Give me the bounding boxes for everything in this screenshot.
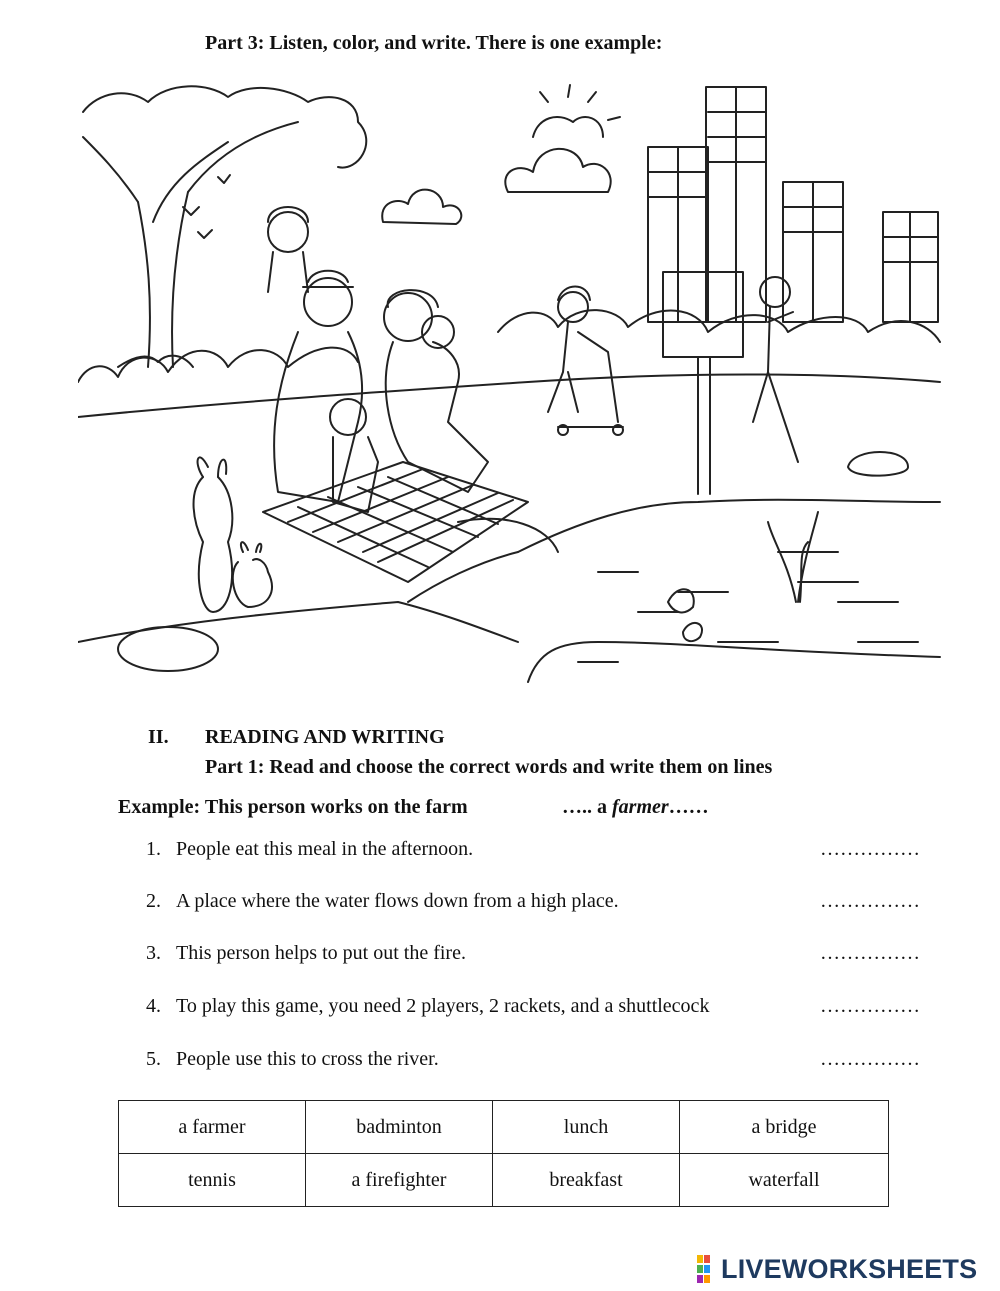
word-cell: a firefighter xyxy=(306,1154,493,1207)
answer-blank-5[interactable]: …………… xyxy=(820,1048,920,1070)
word-cell: a bridge xyxy=(680,1101,889,1154)
part3-title: Part 3: Listen, color, and write. There is one example: xyxy=(205,32,663,54)
leaves-drawing xyxy=(668,589,702,641)
table-row xyxy=(119,1101,889,1154)
sun-drawing xyxy=(533,85,620,137)
question-text: This person helps to put out the fire. xyxy=(176,942,466,964)
family-drawing xyxy=(268,207,488,512)
reeds-drawing xyxy=(768,512,818,602)
word-cell: a farmer xyxy=(119,1101,306,1154)
park-scene-illustration xyxy=(78,82,943,687)
answer-blank-4[interactable]: …………… xyxy=(820,995,920,1017)
question-5 xyxy=(146,1048,439,1071)
question-number: 1. xyxy=(146,838,161,860)
word-cell: lunch xyxy=(493,1101,680,1154)
example-answer xyxy=(562,796,709,819)
rabbits-drawing xyxy=(194,457,272,612)
logo-blocks-icon xyxy=(697,1255,721,1283)
question-text: A place where the water flows down from a high place. xyxy=(176,890,619,912)
answer-blank-1[interactable]: …………… xyxy=(820,838,920,860)
table-row xyxy=(119,1154,889,1207)
answer-blank-2[interactable]: …………… xyxy=(820,890,920,912)
question-text: People eat this meal in the afternoon. xyxy=(176,838,474,860)
part1-title: Part 1: Read and choose the correct words and write them on lines xyxy=(205,756,773,778)
river-drawing xyxy=(518,500,940,682)
example-answer-suffix: …… xyxy=(668,796,709,818)
liveworksheets-logo xyxy=(697,1254,977,1284)
logo-text: LIVEWORKSHEETS xyxy=(721,1253,978,1284)
children-playing-drawing xyxy=(548,277,798,462)
buildings-drawing xyxy=(648,87,938,322)
picnic-blanket-drawing xyxy=(263,462,528,582)
example-answer-word: farmer xyxy=(612,796,669,818)
word-cell: waterfall xyxy=(680,1154,889,1207)
question-2 xyxy=(146,890,619,913)
question-number: 5. xyxy=(146,1048,161,1070)
rock-drawing xyxy=(118,627,218,671)
cloud-drawing xyxy=(382,149,610,224)
question-number: 4. xyxy=(146,995,161,1017)
question-1 xyxy=(146,838,473,861)
answer-blank-3[interactable]: …………… xyxy=(820,942,920,964)
question-3 xyxy=(146,942,466,965)
word-cell: tennis xyxy=(119,1154,306,1207)
word-cell: badminton xyxy=(306,1101,493,1154)
signboard-drawing xyxy=(663,272,743,494)
section-number: II. xyxy=(148,726,169,748)
question-4 xyxy=(146,995,709,1018)
word-bank-table xyxy=(118,1100,889,1207)
question-text: People use this to cross the river. xyxy=(176,1048,439,1070)
word-cell: breakfast xyxy=(493,1154,680,1207)
question-number: 2. xyxy=(146,890,161,912)
example-answer-prefix: ….. a xyxy=(562,796,612,818)
example-question: Example: This person works on the farm xyxy=(118,796,468,818)
section-title: READING AND WRITING xyxy=(205,726,445,748)
question-text: To play this game, you need 2 players, 2 rackets, and a shuttlecock xyxy=(176,995,710,1017)
question-number: 3. xyxy=(146,942,161,964)
